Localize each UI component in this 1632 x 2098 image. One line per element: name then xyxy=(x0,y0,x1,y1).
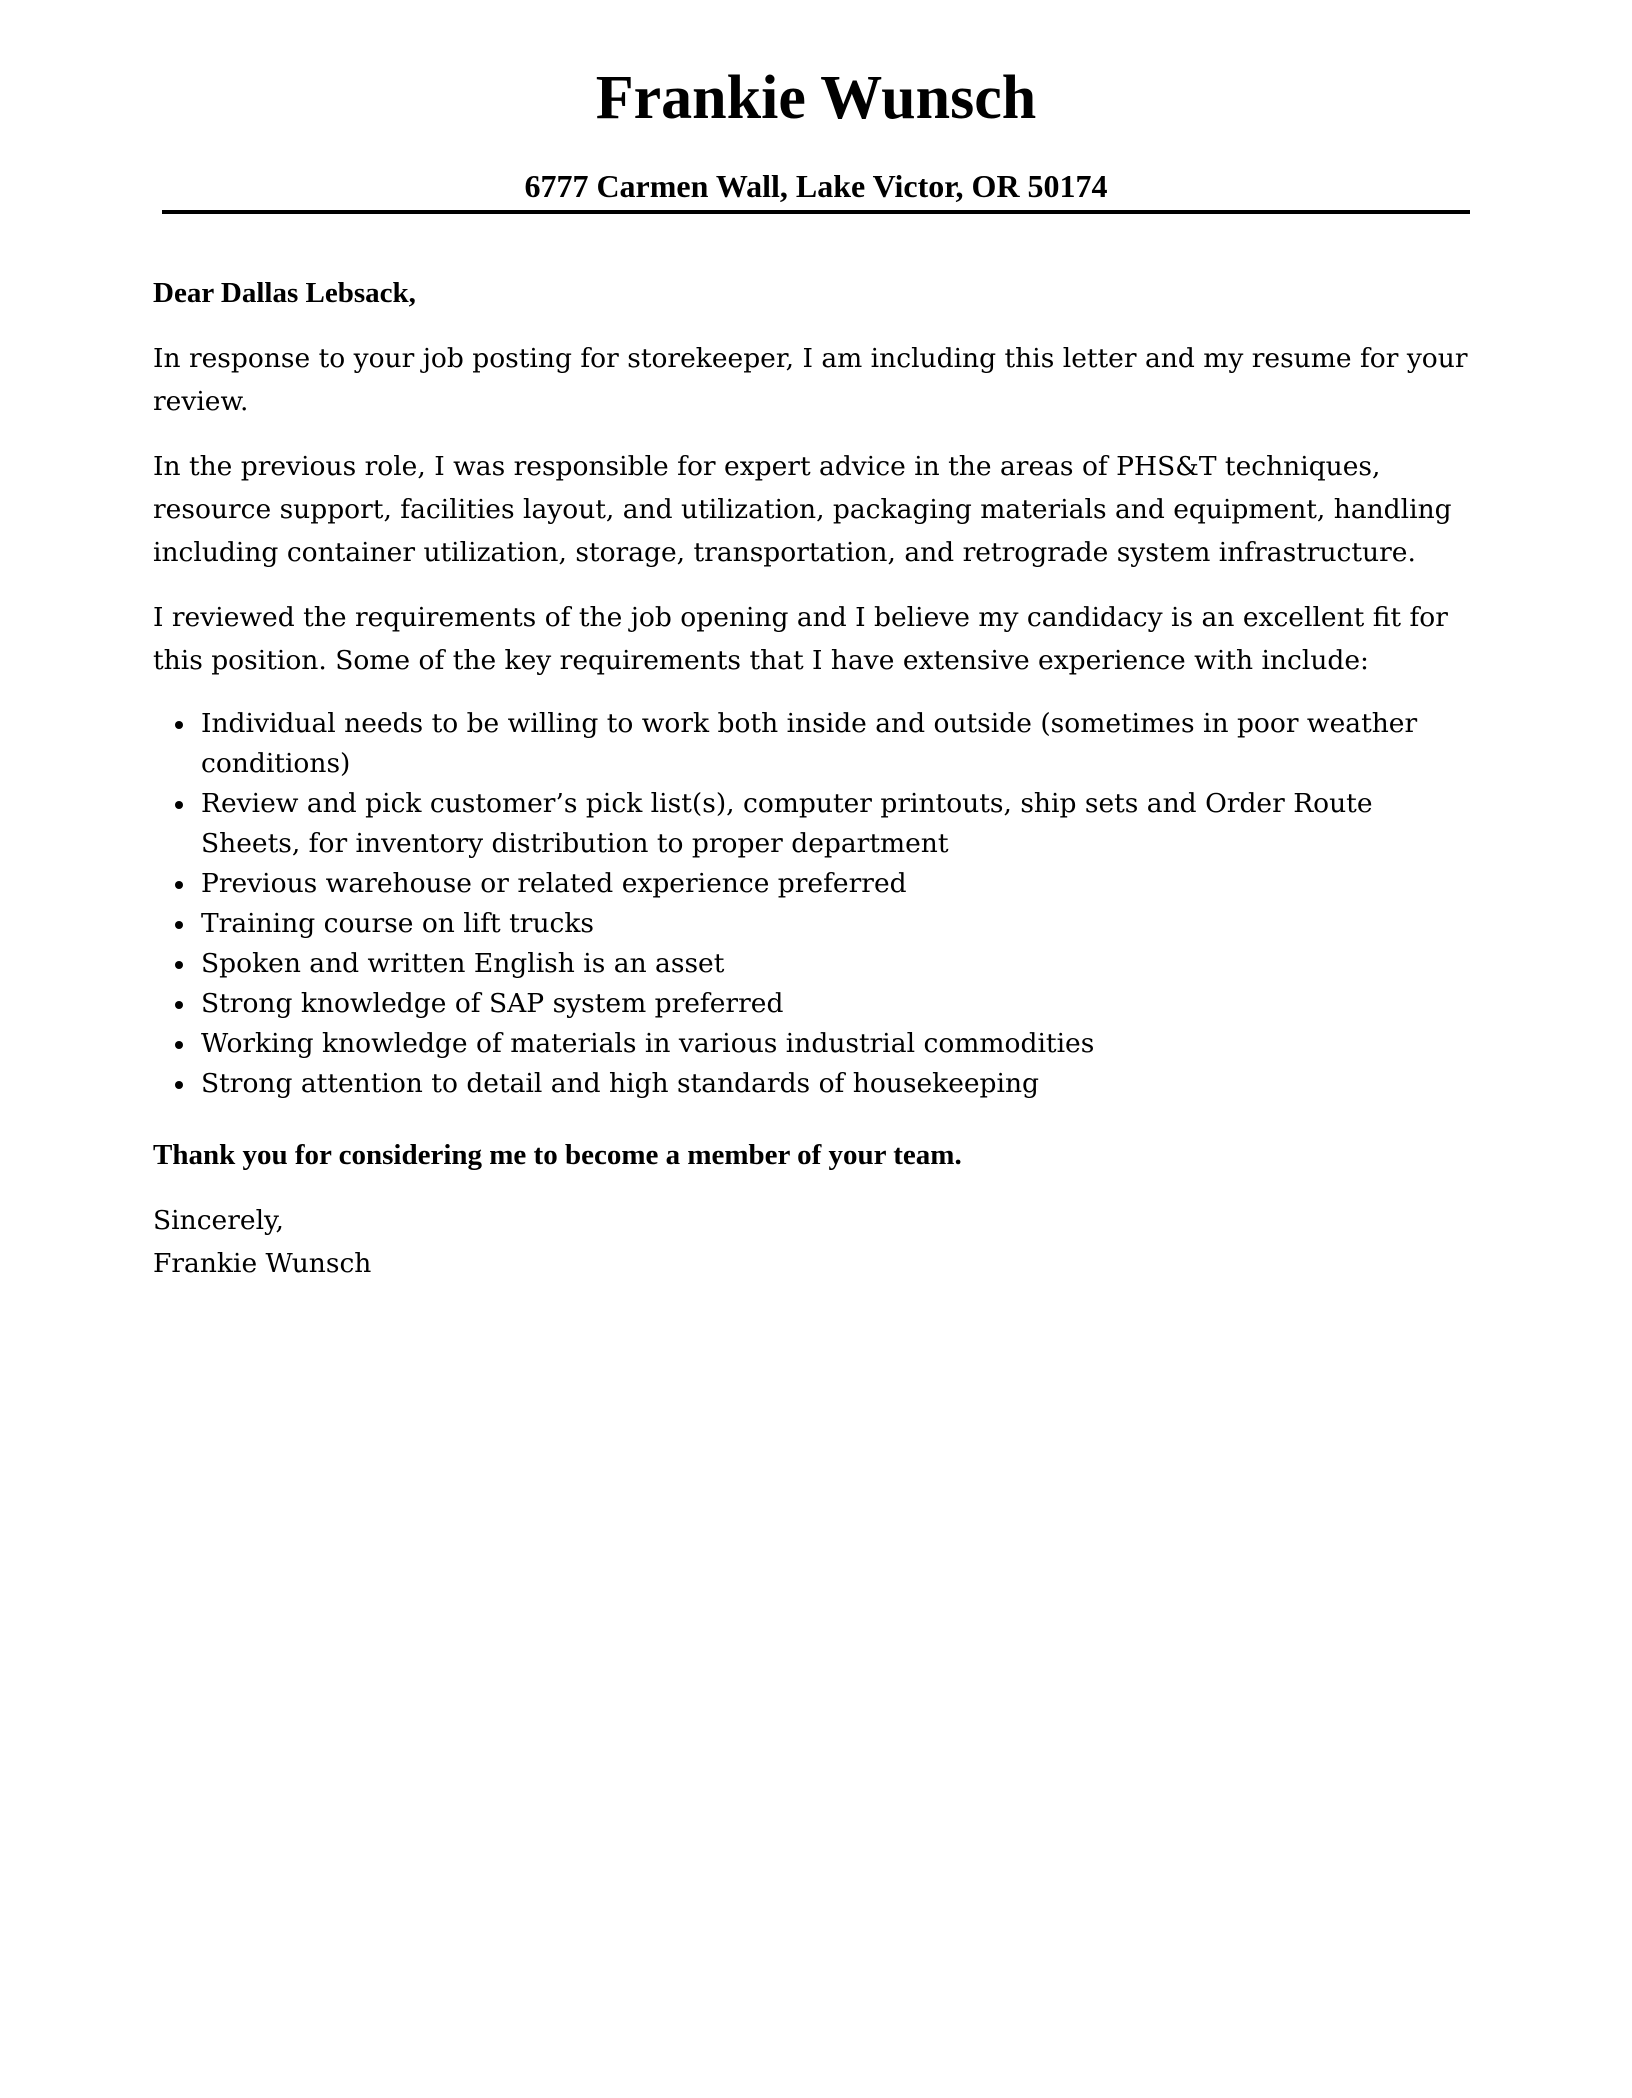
paragraph-experience: In the previous role, I was responsible for expert advice in the areas of PHS&T techniques, resource support, facilities layout, and utilization, packaging materials and equipment, handling including container utilization, storage, transportation, and retrograde system infrastructure. xyxy=(153,451,1452,568)
list-item-text: Strong knowledge of SAP system preferred xyxy=(201,988,784,1019)
signoff: Sincerely, xyxy=(153,1205,284,1236)
list-item-text: Spoken and written English is an asset xyxy=(201,948,725,979)
salutation: Dear Dallas Lebsack, xyxy=(153,277,416,309)
bullet-icon xyxy=(175,1001,183,1009)
bullet-icon xyxy=(175,1081,183,1089)
bullet-icon xyxy=(175,961,183,969)
letter-body xyxy=(153,272,1473,1285)
list-item-text: Training course on lift trucks xyxy=(201,908,595,939)
bullet-icon xyxy=(175,721,183,729)
bullet-icon xyxy=(175,1041,183,1049)
list-item-text: Strong attention to detail and high standards of housekeeping xyxy=(201,1068,1040,1099)
bullet-icon xyxy=(175,921,183,929)
list-item-text: Individual needs to be willing to work both inside and outside (sometimes in poor weather conditions) xyxy=(201,708,1418,779)
bullet-icon xyxy=(175,881,183,889)
list-item-text: Review and pick customer’s pick list(s), computer printouts, ship sets and Order Route Sheets, for inventory distribution to proper department xyxy=(201,788,1373,859)
paragraph-intro: In response to your job posting for storekeeper, I am including this letter and my resume for your review. xyxy=(153,343,1468,417)
list-item xyxy=(153,1064,1473,1104)
list-item xyxy=(153,944,1473,984)
signature-name: Frankie Wunsch xyxy=(153,1248,372,1279)
list-item xyxy=(153,1024,1473,1064)
header-divider xyxy=(162,210,1470,214)
list-item xyxy=(153,984,1473,1024)
list-item-text: Previous warehouse or related experience preferred xyxy=(201,868,907,899)
applicant-address: 6777 Carmen Wall, Lake Victor, OR 50174 xyxy=(524,168,1108,204)
requirements-list xyxy=(153,704,1473,1104)
bullet-icon xyxy=(175,801,183,809)
paragraph-requirements-intro: I reviewed the requirements of the job opening and I believe my candidacy is an excellent fit for this position. Some of the key requirements that I have extensive experience with include: xyxy=(153,602,1448,676)
list-item xyxy=(153,864,1473,904)
list-item xyxy=(153,904,1473,944)
list-item-text: Working knowledge of materials in various industrial commodities xyxy=(201,1028,1095,1059)
list-item xyxy=(153,784,1473,864)
applicant-name: Frankie Wunsch xyxy=(595,64,1037,132)
list-item xyxy=(153,704,1473,784)
closing-statement: Thank you for considering me to become a member of your team. xyxy=(153,1139,962,1171)
